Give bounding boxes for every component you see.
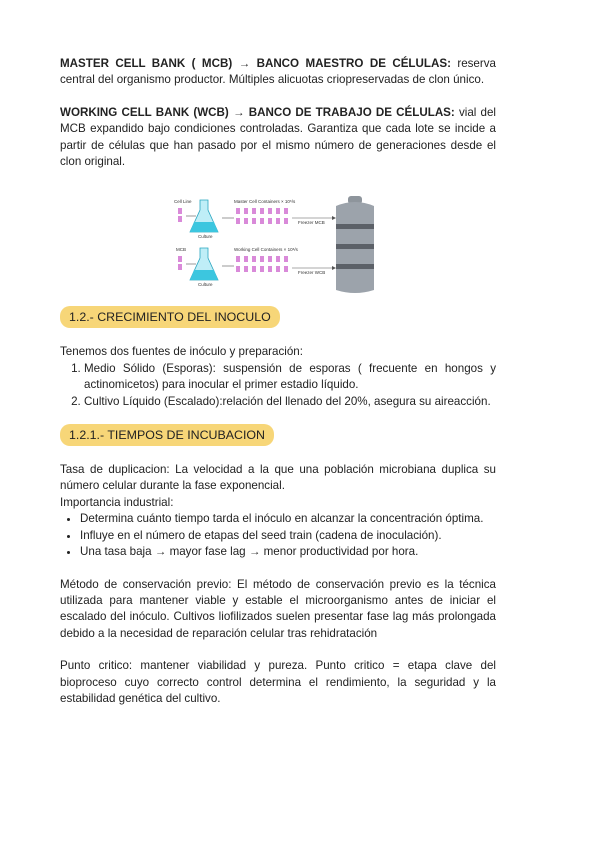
freezer-wcb-label: Freezer WCB: [298, 270, 326, 276]
list-item: • Influye en el número de etapas del seed train (cadena de inoculación).: [80, 528, 496, 544]
working-cell-vials: [236, 256, 288, 272]
cell-line-label: Cell Line: [174, 199, 192, 205]
working-cell-containers-label: Working Cell Containers × 10⁶/s: [234, 247, 298, 253]
master-cell-containers-label: Master Cell Containers × 10⁶/s: [234, 199, 296, 205]
mcb-paragraph: [60, 56, 496, 89]
list-item: 1. Medio Sólido (Esporas): suspensión de esporas ( frecuente en hongos y actinomicetos) para inocular el primer estadio líquido.: [84, 361, 496, 394]
section-heading-crecimiento: 1.2.- CRECIMIENTO DEL INOCULO: [60, 306, 280, 328]
culture-bottom-label: Culture: [198, 282, 213, 288]
mcb-title: MASTER CELL BANK ( MCB) → BANCO MAESTRO DE CÉLULAS:: [60, 57, 451, 70]
mcb-vials: [178, 256, 182, 270]
cell-bank-diagram-svg: [172, 196, 392, 296]
wcb-title: WORKING CELL BANK (WCB) → BANCO DE TRABAJO DE CÉLULAS:: [60, 105, 455, 119]
freezer-mcb-label: Freezer MCB: [298, 220, 325, 226]
inoculo-sources-list: [60, 361, 496, 410]
list-item: • Una tasa baja → mayor fase lag → menor productividad por hora.: [80, 544, 496, 560]
cryogenic-freezer-icon: [336, 196, 374, 293]
wcb-text: vial del MCB expandido bajo condiciones controladas. Garantiza que cada lote se incide a partir de células que han pasado por el mismo número de generaciones desde el clon original.: [60, 105, 496, 169]
list-item: • Determina cuánto tiempo tarda el inóculo en alcanzar la concentración óptima.: [80, 511, 496, 527]
mcb-label: MCB: [176, 247, 186, 253]
cell-line-vials: [178, 208, 182, 222]
wcb-paragraph: [60, 105, 496, 171]
list-item: 2. Cultivo Líquido (Escalado):relación del llenado del 20%, asegura su aireacción.: [84, 394, 496, 410]
importancia-list: [60, 511, 496, 560]
mcb-text: reserva central del organismo productor. Múltiples alicuotas criopreservadas de clon único.: [60, 57, 496, 87]
cell-bank-diagram: [172, 196, 392, 296]
tasa-duplicacion-paragraph: Tasa de duplicacion: La velocidad a la que una población microbiana duplica su número celular durante la fase exponencial.: [60, 463, 496, 493]
punto-critico-paragraph: Punto critico: mantener viabilidad y pureza. Punto critico = etapa clave del bioproceso cuyo correcto control determina el rendimiento, la seguridad y la estabilidad genética del cultivo.: [60, 659, 496, 705]
importancia-label: Importancia industrial:: [60, 495, 174, 509]
culture-top-label: Culture: [198, 234, 213, 240]
master-cell-vials: [236, 208, 288, 224]
section-heading-tiempos: 1.2.1.- TIEMPOS DE INCUBACION: [60, 424, 274, 446]
document-page: [60, 56, 496, 707]
inoculo-intro: Tenemos dos fuentes de inóculo y preparación:: [60, 345, 303, 359]
metodo-conservacion-paragraph: Método de conservación previo: El método de conservación previo es la técnica utilizada para mantener viable y estable el microorganismo antes de iniciar el escalado del inóculo. Cultivos liofilizados suelen presentar fase lag más prolongada debido a la necesidad de reparación celular tras rehidratación: [60, 577, 496, 640]
